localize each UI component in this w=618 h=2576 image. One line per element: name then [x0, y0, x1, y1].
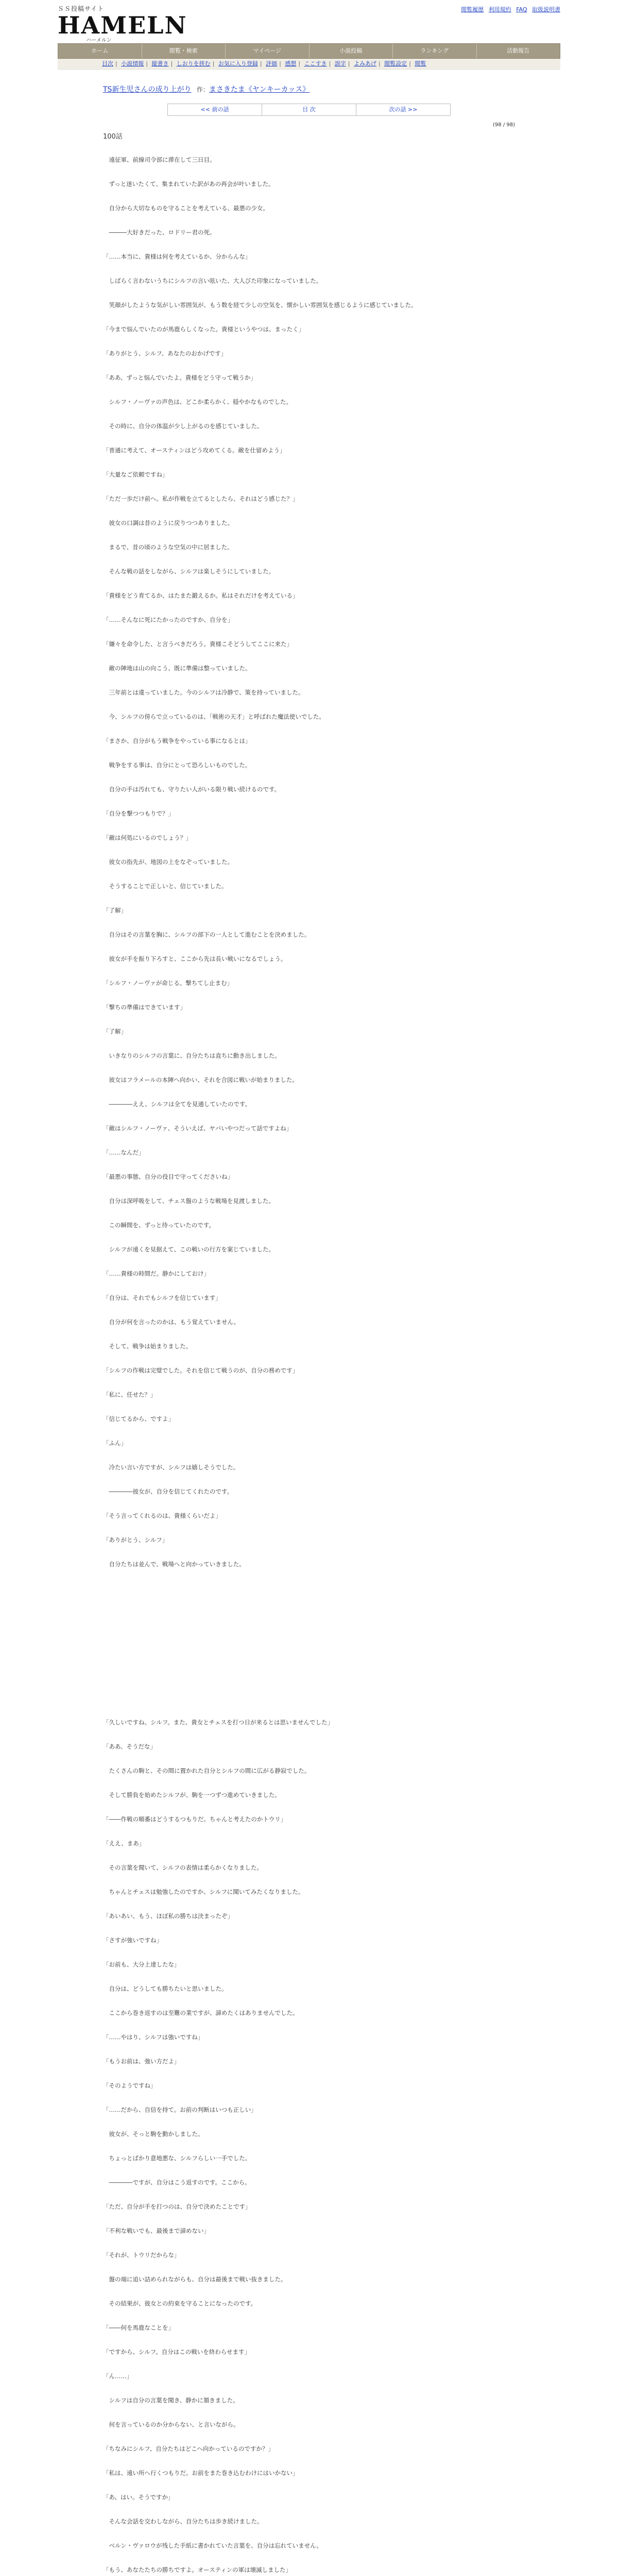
story-paragraph: その時に、自分の体温が少し上がるのを感じていました。 — [103, 422, 263, 430]
subnav-bookmark[interactable]: しおりを挟む — [176, 60, 211, 67]
story-paragraph: たくさんの駒と、その間に置かれた自分とシルフの間に広がる静寂でした。 — [103, 1767, 311, 1774]
story-subnav: 目次 | 小説情報 | 縦書き | しおりを挟む | お気に入り登録 | 評価 | 感想 | ここすき | 誤字 | よみあげ | 閲覧設定 | 閲覧 — [58, 59, 560, 70]
util-link-history[interactable]: 閲覧履歴 — [461, 6, 484, 13]
story-paragraph: 「……本当に、貴様は何を考えているか、分からんな」 — [103, 253, 251, 260]
story-paragraph: シルフが遠くを見据えて、この戦いの行方を案じていました。 — [103, 1246, 274, 1253]
episode-pager — [103, 104, 515, 116]
story-paragraph: 「貴様をどう育てるか、はたまた鍛えるか。私はそれだけを考えている」 — [103, 592, 299, 599]
site-logo[interactable] — [58, 4, 187, 43]
logo-name: HAMELN — [58, 11, 187, 39]
story-paragraph: シルフ・ノーヴァの声色は、どこか柔らかく、穏やかなものでした。 — [103, 398, 293, 405]
story-paragraph: 「ああ、そうだな」 — [103, 1743, 157, 1750]
story-paragraph: 自分はその言葉を胸に、シルフの部下の一人として進むことを決めました。 — [103, 931, 311, 938]
story-paragraph: いきなりのシルフの言葉に、自分たちは直ちに動き出しました。 — [103, 1052, 281, 1059]
story-paragraph: 「嫌々を命令した、と言うべきだろう。貴様こそどうしてここに来た」 — [103, 640, 293, 648]
story-paragraph: 自分が何を言ったのかは、もう覚えていません。 — [103, 1318, 240, 1326]
story-paragraph: シルフは自分の言葉を聞き、静かに頷きました。 — [103, 2397, 239, 2404]
story-paragraph: ――――彼女が、自分を信じてくれたのです。 — [103, 1488, 233, 1495]
story-paragraph: ベルン・ヴァロウが残した手紙に書かれていた言葉を、自分は忘れていません。 — [103, 2542, 322, 2549]
story-paragraph: そして勝負を始めたシルフが、駒を一つずつ進めていきました。 — [103, 1791, 281, 1799]
story-paragraph: 「あ、はい。そうですか」 — [103, 2494, 174, 2501]
logo-kana: ハーメルン — [86, 38, 112, 43]
subnav-vertical[interactable]: 縦書き — [151, 60, 169, 67]
nav-browse[interactable]: 閲覧・検索 — [142, 44, 226, 58]
story-paragraph: 自分の手は汚れても、守りたい人がいる限り戦い続けるのです。 — [103, 786, 281, 793]
story-paragraph: 彼女はフラメールの本陣へ向かい、それを合図に戦いが始まりました。 — [103, 1076, 298, 1083]
story-paragraph: 「……だから、自信を持て。お前の判断はいつも正しい」 — [103, 2106, 257, 2113]
story-paragraph: 「ありがとう、シルフ」 — [103, 1536, 168, 1544]
story-paragraph: 「ん……」 — [103, 2372, 133, 2380]
story-paragraph: その言葉を聞いて、シルフの表情は柔らかくなりました。 — [103, 1864, 263, 1871]
story-title-line — [103, 84, 515, 94]
story-paragraph: 「信じてるから、ですよ」 — [103, 1415, 174, 1422]
story-paragraph: 「そのようですね」 — [103, 2082, 157, 2089]
story-paragraph: ずっと迷いたくて、集まれていた訳があの再会が叶いました。 — [103, 180, 274, 188]
story-paragraph: この瞬間を、ずっと待っていたのです。 — [103, 1222, 215, 1229]
subnav-settings[interactable]: 閲覧設定 — [384, 60, 407, 67]
story-paragraph: 「――作戦の順番はどうするつもりだ。ちゃんと考えたのかトウリ」 — [103, 1816, 287, 1823]
story-paragraph: そんな戦の話をしながら、シルフは楽しそうにしていました。 — [103, 568, 275, 575]
subnav-read-aloud[interactable]: よみあげ — [353, 60, 376, 67]
story-paragraph: 今、シルフの傍らで立っているのは、「戦術の天才」と呼ばれた魔法使いでした。 — [103, 713, 325, 720]
story-paragraph: ちょっとばかり意地悪な、シルフらしい一手でした。 — [103, 2155, 251, 2162]
story-paragraph: その結果が、彼女との約束を守ることになったのです。 — [103, 2300, 257, 2307]
story-paragraph: 「自分は、それでもシルフを信じています」 — [103, 1294, 221, 1301]
subnav-info[interactable]: 小説情報 — [121, 60, 144, 67]
story-paragraph: 「さすが強いですね」 — [103, 1937, 162, 1944]
story-paragraph: 彼女が手を振り下ろすと、ここから先は長い戦いになるでしょう。 — [103, 955, 287, 962]
util-link-faq[interactable]: FAQ — [516, 6, 527, 13]
story-paragraph: 自分は、どうしても勝ちたいと思いました。 — [103, 1985, 228, 1992]
story-paragraph: 盤の端に追い詰められながらも、自分は最後まで戦い抜きました。 — [103, 2276, 287, 2283]
story-paragraph: 敵の陣地は山の向こう、既に準備は整っていました。 — [103, 665, 251, 672]
story-paragraph: 「ですから、シルフ。自分はこの戦いを終わらせます」 — [103, 2348, 250, 2355]
story-paragraph: 冷たい言い方ですが、シルフは嬉しそうでした。 — [103, 1464, 239, 1471]
story-paragraph: 「……なんだ」 — [103, 1149, 145, 1156]
episode-title: 100話 — [103, 133, 123, 141]
subnav-rate[interactable]: 評価 — [266, 60, 278, 67]
prev-episode-button[interactable]: << 前の話 — [167, 104, 262, 116]
logo-tagline: ＳＳ投稿サイト — [58, 5, 105, 12]
story-paragraph: 「敵はシルフ・ノーヴァ、そういえば、ヤバいやつだって話ですよね」 — [103, 1125, 293, 1132]
story-paragraph: 戦争をする事は、自分にとって恐ろしいものでした。 — [103, 761, 251, 769]
utility-links — [458, 5, 560, 13]
story-paragraph: 「……貴様の時間だ。静かにしておけ」 — [103, 1270, 210, 1277]
story-paragraph: 「ただ一歩だけ前へ。私が作戦を立てるとしたら、それはどう感じた？」 — [103, 495, 299, 502]
story-paragraph: 「今まで悩んでいたのが馬鹿らしくなった。貴様というやつは、まったく」 — [103, 326, 304, 333]
subnav-review[interactable]: 感想 — [285, 60, 297, 67]
story-paragraph: 「ちなみにシルフ、自分たちはどこへ向かっているのですか？」 — [103, 2445, 274, 2452]
story-paragraph: そうすることで正しいと、信じていました。 — [103, 883, 228, 890]
story-paragraph: そんな会話を交わしながら、自分たちは歩き続けました。 — [103, 2518, 263, 2525]
story-paragraph: 「自分を撃つつもりで？」 — [103, 810, 174, 817]
story-paragraph: しばらく言わないうちにシルフの言い呟いた、大人びた印象になっていました。 — [103, 277, 322, 284]
story-paragraph: 「撃ちの準備はできています」 — [103, 1004, 186, 1011]
story-paragraph: 「――何を馬鹿なことを」 — [103, 2324, 174, 2331]
story-paragraph: 「そう言ってくれるのは、貴様くらいだよ」 — [103, 1512, 221, 1519]
story-paragraph: 「シルフの作戦は完璧でした。それを信じて戦うのが、自分の務めです」 — [103, 1367, 299, 1374]
story-paragraph: ちゃんとチェスは勉強したのですか、シルフに聞いてみたくなりました。 — [103, 1888, 304, 1895]
story-body — [103, 155, 515, 2576]
story-paragraph: ここから巻き返すのは至難の業ですが、諦めたくはありませんでした。 — [103, 2009, 299, 2016]
story-paragraph: 「ああ、ずっと悩んでいたよ。貴様をどう守って戦うか」 — [103, 374, 256, 381]
story-paragraph: 「ええ、まあ」 — [103, 1840, 145, 1847]
story-paragraph: 「お前も、大分上達したな」 — [103, 1961, 180, 1968]
story-paragraph: 「不利な戦いでも、最後まで諦めない」 — [103, 2227, 210, 2234]
story-paragraph: 「……そんなに死にたかったのですか、自分を」 — [103, 616, 233, 623]
util-link-manual[interactable]: 取扱説明書 — [532, 6, 560, 13]
story-paragraph: 「私に、任せた？」 — [103, 1391, 157, 1398]
nav-activity[interactable]: 活動報告 — [507, 47, 530, 54]
story-paragraph: 遠征軍、前線司令部に滞在して三日目。 — [103, 156, 216, 163]
story-title-link[interactable]: TS新生児さんの成り上がり — [103, 86, 192, 94]
story-paragraph: ―――大好きだった、ロドリー君の死。 — [103, 229, 216, 236]
nav-post[interactable]: 小説投稿 — [310, 44, 393, 58]
story-paragraph: 自分たちは並んで、戦場へと向かっていきました。 — [103, 1561, 245, 1568]
story-paragraph: 「普通に考えて、オースティンはどう攻めてくる。敵を仕留めよう」 — [103, 447, 286, 454]
main-nav — [58, 43, 560, 59]
story-paragraph: 「それが、トウリだからな」 — [103, 2251, 180, 2259]
scene-break-gap — [103, 1584, 515, 1718]
subnav-like[interactable]: ここすき — [304, 60, 327, 67]
story-paragraph: ――――ですが、自分はこう返すのです。ここから。 — [103, 2179, 251, 2186]
author-link[interactable]: まさきたま《ヤンキーカッス》 — [209, 86, 310, 94]
util-link-terms[interactable]: 利用規約 — [488, 6, 511, 13]
story-paragraph: 「大量なご依頼ですね」 — [103, 471, 168, 478]
toc-button[interactable]: 目 次 — [262, 104, 356, 116]
site-header — [0, 0, 618, 43]
story-paragraph: 「ふん」 — [103, 1439, 127, 1447]
story-paragraph: 三年前とは違っていました。今のシルフは冷静で、策を持っていました。 — [103, 689, 304, 696]
subnav-favorite[interactable]: お気に入り登録 — [218, 60, 258, 67]
nav-mypage[interactable]: マイページ — [226, 44, 310, 58]
story-paragraph: ――――ええ、シルフは全てを見通していたのです。 — [103, 1100, 251, 1108]
nav-home[interactable]: ホーム — [58, 44, 142, 58]
nav-ranking[interactable]: ランキング — [393, 44, 477, 58]
subnav-typo[interactable]: 誤字 — [334, 60, 346, 67]
story-paragraph: 彼女の口調は昔のように戻りつつありました。 — [103, 519, 233, 527]
page-count: (98 / 98) — [493, 122, 515, 128]
story-paragraph: 「最悪の事態、自分の役目で守ってくださいね」 — [103, 1173, 233, 1180]
story-paragraph: 「ありがとう、シルフ、あなたのおかげです」 — [103, 350, 227, 357]
author-prefix: 作： — [196, 86, 209, 93]
story-paragraph: 「敵は何処にいるのでしょう？」 — [103, 834, 192, 841]
subnav-read[interactable]: 閲覧 — [415, 60, 426, 67]
story-paragraph: 「了解」 — [103, 1028, 127, 1035]
story-paragraph: 自分から大切なものを守ることを考えている、最悪の少女。 — [103, 205, 269, 212]
story-paragraph: 「もう、あなたたちの勝ちですよ。オースティンの軍は壊滅しました」 — [103, 2566, 292, 2573]
story-paragraph: 「シルフ・ノーヴァが命じる。撃ちてし止まむ」 — [103, 979, 233, 987]
story-paragraph: そして、戦争は始まりました。 — [103, 1343, 192, 1350]
next-episode-button[interactable]: 次の話 >> — [356, 104, 451, 116]
story-paragraph: 何を言っているのか分からない、と言いながら。 — [103, 2421, 239, 2428]
story-paragraph: 彼女の指先が、地図の上をなぞっていました。 — [103, 858, 233, 866]
story-paragraph: 「もうお前は、強い方だよ」 — [103, 2058, 180, 2065]
story-paragraph: 「久しいですね、シルフ。また、貴女とチェスを打つ日が来るとは思いませんでした」 — [103, 1719, 333, 1726]
story-paragraph: 「了解」 — [103, 907, 127, 914]
story-paragraph: 「ただ、自分が手を打つのは、自分で決めたことです」 — [103, 2203, 251, 2210]
story-paragraph: 「まさか、自分がもう戦争をやっている事になるとは」 — [103, 737, 251, 744]
story-content — [103, 70, 515, 2576]
story-paragraph: 彼女が、そっと駒を動かしました。 — [103, 2130, 204, 2138]
story-paragraph: 「あいあい、もう、ほぼ私の勝ちは決まったぞ」 — [103, 1912, 233, 1920]
story-paragraph: まるで、昔の頃のような空気の中に居ました。 — [103, 544, 233, 551]
story-paragraph: 自分は深呼吸をして、チェス盤のような戦場を見渡しました。 — [103, 1197, 274, 1205]
subnav-toc[interactable]: 目次 — [102, 60, 113, 67]
story-paragraph: 「私は、遠い所へ行くつもりだ。お前をまた巻き込むわけにはいかない」 — [103, 2469, 299, 2477]
story-paragraph: 笑顔がしたような気がしい雰囲気が、もう数を経て少しの空気を、懐かしい雰囲気を感じるように感じていました。 — [103, 301, 417, 309]
story-paragraph: 「……やはり、シルフは強いですね」 — [103, 2033, 204, 2041]
